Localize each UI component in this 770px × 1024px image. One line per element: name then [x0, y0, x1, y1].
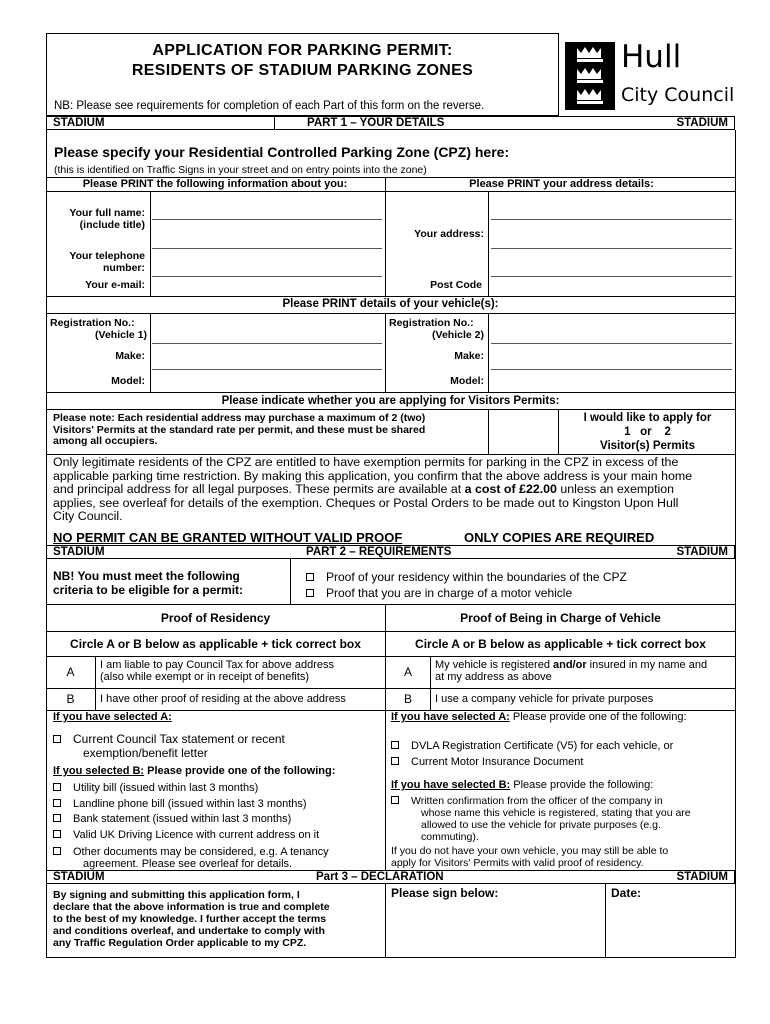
vehicle-b-text: I use a company vehicle for private purposes: [435, 693, 654, 705]
divider: [274, 116, 275, 130]
part1-title: PART 1 – YOUR DETAILS: [307, 117, 445, 129]
zone-left: STADIUM: [53, 117, 105, 129]
criteria-note-line2: criteria to be eligible for a permit:: [53, 583, 244, 597]
zone-left-2: STADIUM: [53, 546, 105, 558]
vehicle-instructions: Circle A or B below as applicable + tick correct box: [415, 637, 706, 651]
criteria-note-line1: NB! You must meet the following: [53, 569, 240, 583]
full-name-field[interactable]: [152, 219, 382, 220]
residency-instructions: Circle A or B below as applicable + tick correct box: [70, 637, 361, 651]
apply-visitor-permits[interactable]: [560, 411, 735, 453]
other-documents-text-2: agreement. Please see overleaf for details.: [83, 858, 293, 870]
make1-label: Make:: [115, 350, 145, 362]
insurance-document-text: Current Motor Insurance Document: [411, 756, 584, 768]
council-logo: [563, 39, 743, 112]
print-info-heading: Please PRINT the following information about you:: [82, 178, 348, 190]
phone-label-line1: Your telephone: [69, 250, 145, 262]
full-name-label: [46, 208, 145, 231]
vehicle-footnote: [391, 845, 668, 869]
criteria-note: [53, 569, 243, 597]
para-line2: applicable parking time restriction. By making this application, you confirm that the above address is your main home: [53, 468, 693, 483]
para-line1: Only legitimate residents of the CPZ are entitled to have exemption permits for parking in the CPZ in excess of the: [53, 455, 679, 469]
divider: [95, 656, 96, 710]
vehicle-b-list: [391, 795, 691, 843]
apply-options: [560, 425, 735, 439]
reg1-field[interactable]: [152, 343, 382, 344]
divider: [385, 177, 386, 191]
full-name-label-line1: Your full name:: [69, 207, 145, 219]
zone-right-3: STADIUM: [676, 871, 728, 883]
visitor-heading: Please indicate whether you are applying for Visitors Permits:: [221, 395, 560, 407]
vehicle-footnote-line1: If you do not have your own vehicle, you may still be able to: [391, 845, 669, 857]
utility-bill-text: Utility bill (issued within last 3 months): [73, 782, 259, 794]
checkbox-icon[interactable]: [391, 796, 399, 804]
company-confirmation-text-3: allowed to use the vehicle for private purposes (e.g.: [421, 819, 661, 831]
divider: [150, 191, 151, 296]
divider: [46, 409, 735, 410]
address-field-line3[interactable]: [491, 276, 732, 277]
landline-bill-item[interactable]: [53, 797, 329, 813]
declaration-line1: By signing and submitting this application form, I: [53, 889, 300, 901]
form-title-line1: APPLICATION FOR PARKING PERMIT:: [152, 42, 453, 59]
criteria-list: [306, 569, 627, 601]
cost-text: a cost of £22.00: [464, 482, 557, 497]
signature-area[interactable]: [387, 902, 603, 955]
residency-b-list: [53, 781, 329, 870]
checkbox-icon[interactable]: [53, 735, 61, 743]
visitor-note-line1: Please note: Each residential address may purchase a maximum of 2 (two): [53, 412, 426, 424]
reverse-note: NB: Please see requirements for completion of each Part of this form on the reverse.: [54, 100, 485, 112]
checkbox-icon[interactable]: [53, 847, 61, 855]
zone-right-2: STADIUM: [676, 546, 728, 558]
frame-bottom: [46, 957, 736, 958]
vehicle-a-line1: [435, 659, 707, 671]
vehicle-a-line1c: insured in my name and: [586, 659, 708, 671]
visitor-note: [53, 413, 425, 448]
part1-header: [46, 116, 735, 130]
divider: [488, 191, 489, 296]
phone-field[interactable]: [152, 276, 382, 277]
vehicle-a-line2: at my address as above: [435, 671, 552, 683]
para-line4: applies, see overleaf for details of the exemption. Cheques or Postal Orders to be made out to Kingston Upon Hull: [53, 495, 679, 510]
address-field-line2[interactable]: [491, 248, 732, 249]
declaration-line3: to the best of my knowledge. I further accept the terms: [53, 913, 327, 925]
para-line3c: unless an exemption: [556, 482, 675, 497]
reg1-label-line2: (Vehicle 1): [95, 328, 147, 341]
company-confirmation-text-1: Written confirmation from the officer of the company in: [411, 795, 663, 807]
make2-field[interactable]: [491, 369, 732, 370]
bank-statement-item[interactable]: [53, 812, 329, 828]
crown-crest-icon: [565, 42, 615, 110]
landline-bill-text: Landline phone bill (issued within last 3 months): [73, 797, 307, 810]
declaration-line2: declare that the above information is true and complete: [53, 901, 330, 913]
vehicle-a-line1a: My vehicle is registered: [435, 659, 553, 671]
full-name-label-line2: (include title): [79, 218, 145, 231]
reg2-label-line2: (Vehicle 2): [432, 328, 484, 341]
residency-selected-b: [53, 765, 335, 777]
signature-label: Please sign below:: [391, 886, 499, 900]
v5-certificate-text: DVLA Registration Certificate (V5) for each vehicle, or: [411, 740, 674, 752]
driving-licence-item[interactable]: [53, 828, 329, 844]
declaration-line4: and conditions overleaf, and undertake to comply with: [53, 925, 325, 937]
checkbox-icon[interactable]: [306, 589, 314, 597]
vehicle-selected-a-rest: Please provide one of the following:: [509, 711, 687, 723]
address-field-line1[interactable]: [491, 219, 732, 220]
address-label: Your address:: [414, 228, 484, 240]
residency-b-text: I have other proof of residing at the above address: [100, 693, 346, 705]
checkbox-icon[interactable]: [306, 573, 314, 581]
company-confirmation-item[interactable]: [391, 795, 691, 807]
driving-licence-text: Valid UK Driving Licence with current address on it: [73, 828, 320, 841]
logo-city-council: City Council: [621, 84, 735, 106]
vehicle-selected-a: [391, 711, 687, 723]
checkbox-icon[interactable]: [53, 783, 61, 791]
divider: [46, 296, 735, 297]
vehicle-footnote-line2: apply for Visitors' Permits with valid proof of residency.: [391, 857, 644, 869]
residency-a-line1: I am liable to pay Council Tax for above address: [100, 659, 334, 671]
cpz-heading: Please specify your Residential Controlled Parking Zone (CPZ) here:: [54, 144, 510, 160]
insurance-document-item[interactable]: [391, 754, 673, 770]
divider: [385, 884, 386, 957]
residency-selected-b-label: If you selected B:: [53, 765, 145, 777]
apply-line3: Visitor(s) Permits: [599, 440, 695, 452]
vehicle-selected-b-label: If you have selected B:: [391, 779, 511, 791]
divider: [290, 559, 291, 604]
divider: [46, 604, 735, 605]
divider: [488, 409, 489, 454]
council-tax-text-2: exemption/benefit letter: [83, 746, 208, 760]
apply-or: or: [640, 426, 652, 438]
residency-a-text: [100, 659, 334, 683]
model2-label: Model:: [450, 375, 484, 387]
residency-option-b[interactable]: B: [66, 692, 75, 706]
part2-title: PART 2 – REQUIREMENTS: [306, 546, 452, 558]
utility-bill-item[interactable]: [53, 781, 329, 797]
vehicle-selected-a-label: If you have selected A:: [391, 711, 510, 723]
model1-label: Model:: [111, 375, 145, 387]
bank-statement-text: Bank statement (issued within last 3 months): [73, 813, 292, 825]
no-permit-warning: NO PERMIT CAN BE GRANTED WITHOUT VALID PROOF: [53, 530, 403, 545]
visitor-note-line3: among all occupiers.: [53, 435, 158, 447]
divider: [46, 656, 735, 657]
declaration-line5: any Traffic Regulation Order applicable to my CPZ.: [53, 937, 307, 949]
reg2-label: [389, 318, 484, 341]
phone-label-line2: number:: [103, 261, 145, 274]
vehicle-selected-b: [391, 779, 653, 791]
company-confirmation-text-2: whose name this vehicle is registered, stating that you are: [421, 807, 691, 819]
email-label: Your e-mail:: [85, 279, 145, 291]
full-name-field-line2[interactable]: [152, 248, 382, 249]
checkbox-icon[interactable]: [53, 799, 61, 807]
divider: [46, 688, 735, 689]
company-confirmation-text-4: commuting).: [421, 831, 479, 843]
divider: [46, 631, 735, 632]
phone-label: [46, 251, 145, 274]
criteria-item-1-text: Proof of your residency within the boundaries of the CPZ: [326, 570, 627, 584]
vehicle-a-list: [391, 738, 673, 770]
visitor-note-line2: Visitors' Permits at the standard rate per permit, and these must be shared: [53, 423, 426, 436]
criteria-item-2-text: Proof that you are in charge of a motor vehicle: [326, 586, 573, 600]
print-address-heading: Please PRINT your address details:: [469, 178, 654, 190]
reg1-label-line1: Registration No.:: [50, 317, 135, 329]
council-tax-text-1: Current Council Tax statement or recent: [73, 732, 285, 746]
divider: [605, 884, 606, 957]
residency-selected-b-rest: Please provide one of the following:: [144, 765, 336, 777]
part3-title: Part 3 – DECLARATION: [316, 871, 444, 883]
reg1-label: [50, 318, 147, 341]
vehicle-selected-b-rest: Please provide the following:: [510, 779, 654, 791]
make1-field[interactable]: [152, 369, 382, 370]
copies-required: ONLY COPIES ARE REQUIRED: [464, 530, 655, 545]
residency-a-line2: (also while exempt or in receipt of benefits): [100, 671, 310, 683]
form-title: [46, 41, 559, 81]
eligibility-paragraph: [53, 456, 733, 524]
form-title-line2: RESIDENTS OF STADIUM PARKING ZONES: [131, 62, 474, 79]
other-documents-text-1: Other documents may be considered, e.g. A tenancy: [73, 846, 329, 858]
divider: [430, 656, 431, 710]
zone-right: STADIUM: [676, 117, 728, 129]
date-area[interactable]: [607, 902, 733, 955]
residency-title: Proof of Residency: [160, 611, 271, 625]
postcode-label: Post Code: [430, 279, 482, 291]
residency-option-a[interactable]: A: [66, 665, 75, 679]
frame-right: [735, 130, 736, 957]
logo-hull: Hull: [621, 39, 682, 75]
other-documents-item[interactable]: [53, 846, 329, 858]
residency-selected-a: If you have selected A:: [53, 711, 172, 723]
vehicle-option-b[interactable]: B: [403, 692, 412, 706]
date-label: Date:: [611, 886, 642, 900]
checkbox-icon[interactable]: [53, 814, 61, 822]
part2-header: [46, 545, 735, 559]
vehicle-heading: Please PRINT details of your vehicle(s):: [282, 298, 499, 310]
apply-option-2[interactable]: 2: [664, 426, 671, 438]
divider: [46, 392, 735, 393]
residency-a-list: [53, 732, 285, 760]
criteria-item-2[interactable]: [306, 585, 627, 601]
para-line3a: and principal address for all legal purposes. These permits are available at: [53, 482, 465, 497]
declaration-text: [53, 889, 330, 949]
reg2-label-line1: Registration No.:: [389, 317, 474, 329]
part3-header: [46, 870, 735, 884]
divider: [488, 313, 489, 392]
v5-certificate-item[interactable]: [391, 738, 673, 754]
checkbox-icon[interactable]: [53, 830, 61, 838]
reg2-field[interactable]: [491, 343, 732, 344]
divider: [558, 409, 559, 454]
apply-line1: I would like to apply for: [583, 412, 712, 424]
vehicle-option-a[interactable]: A: [403, 665, 412, 679]
make2-label: Make:: [454, 350, 484, 362]
vehicle-a-andor: and/or: [553, 659, 587, 671]
checkbox-icon[interactable]: [391, 757, 399, 765]
zone-left-3: STADIUM: [53, 871, 105, 883]
checkbox-icon[interactable]: [391, 741, 399, 749]
vehicle-proof-title: Proof of Being in Charge of Vehicle: [460, 611, 661, 625]
vehicle-a-text: [435, 659, 707, 683]
apply-option-1[interactable]: 1: [624, 426, 631, 438]
para-line5: City Council.: [53, 509, 123, 524]
criteria-item-1[interactable]: [306, 569, 627, 585]
cpz-subtext: (this is identified on Traffic Signs in your street and on entry points into the zone): [54, 164, 427, 176]
council-tax-item[interactable]: [53, 732, 285, 746]
para-line3: [53, 483, 733, 497]
divider: [150, 313, 151, 392]
